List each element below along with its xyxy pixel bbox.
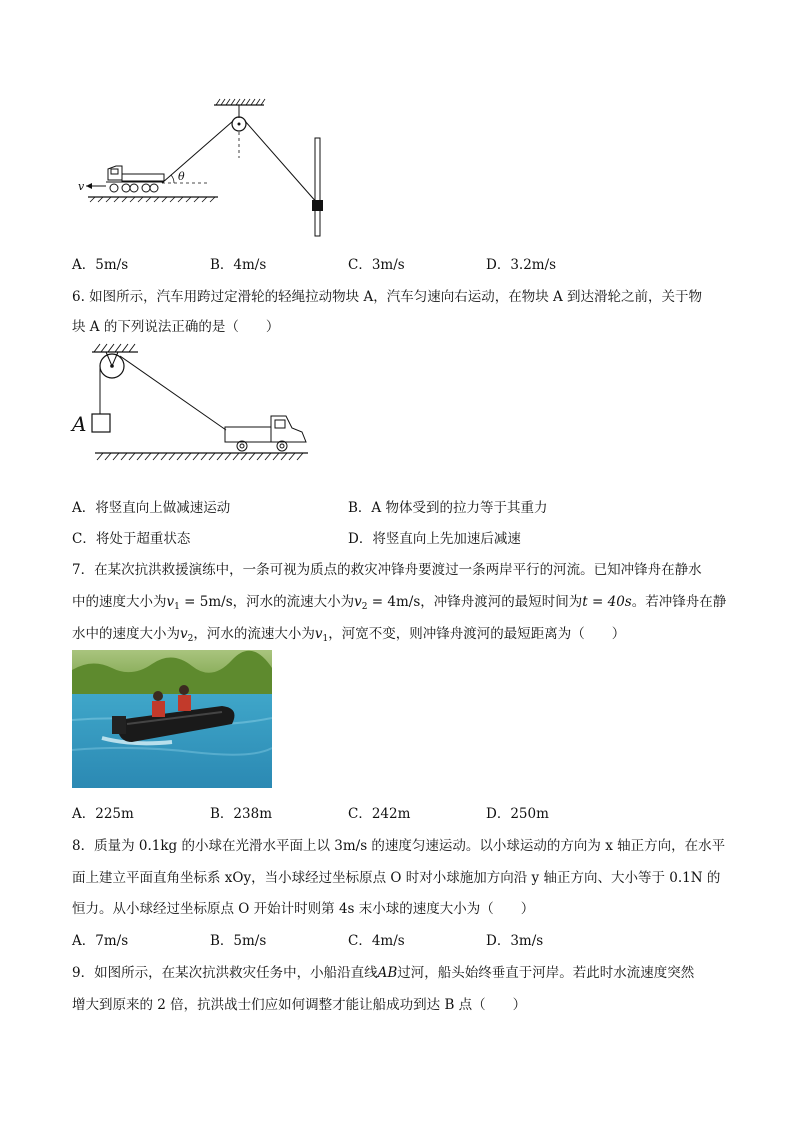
q9-stem-line-2: 增大到原来的 2 倍，抗洪战士们应如何调整才能让船成功到达 B 点（ ） — [72, 997, 527, 1013]
option-label: D． — [486, 933, 511, 949]
option-label: A． — [72, 933, 96, 949]
option-text: 5m/s — [95, 257, 129, 273]
q9-stem-line-1 — [72, 961, 694, 981]
text: 。若冲锋舟在静 — [631, 594, 727, 610]
option-text: 7m/s — [95, 933, 129, 949]
q7-option-d[interactable] — [486, 802, 549, 822]
option-label: C． — [348, 933, 372, 949]
subscript: 1 — [174, 602, 180, 612]
q6-option-c[interactable] — [72, 527, 190, 547]
option-text: 将处于超重状态 — [95, 531, 191, 547]
q5-option-b[interactable] — [210, 253, 266, 273]
option-label: B． — [348, 500, 372, 516]
var-ab: AB — [377, 965, 398, 981]
option-text: 4m/s — [371, 933, 405, 949]
q7-option-b[interactable] — [210, 802, 272, 822]
q8-option-c[interactable] — [348, 929, 405, 949]
q6-truck-pulley-figure — [70, 340, 320, 465]
option-label: A． — [72, 500, 96, 516]
option-text: 238m — [233, 806, 272, 822]
q7-boat-photo — [72, 650, 272, 788]
option-text: 225m — [95, 806, 134, 822]
text: 水中的速度大小为 — [72, 626, 180, 642]
option-label: D． — [486, 806, 511, 822]
var-v: v — [354, 594, 362, 610]
text: ，河宽不变，则冲锋舟渡河的最短距离为（ ） — [328, 626, 626, 642]
text: 中的速度大小为 — [72, 594, 167, 610]
var-v: v — [166, 594, 175, 610]
subscript: 2 — [361, 602, 368, 612]
option-text: 将竖直向上做减速运动 — [95, 500, 231, 516]
q8-option-b[interactable] — [210, 929, 266, 949]
option-text: 将竖直向上先加速后减速 — [372, 531, 521, 547]
option-text: 3.2m/s — [510, 257, 557, 273]
q7-stem-line-3 — [72, 622, 625, 644]
q7-option-c[interactable] — [348, 802, 410, 822]
option-text: 3m/s — [371, 257, 405, 273]
text: ，冲锋舟渡河的最短时间为 — [420, 594, 583, 610]
option-label: C． — [72, 531, 96, 547]
q7-option-a[interactable] — [72, 802, 134, 822]
option-label: D． — [486, 257, 511, 273]
option-label: B． — [210, 257, 234, 273]
var-v: v — [180, 626, 188, 642]
option-label: A． — [72, 806, 96, 822]
q5-option-a[interactable] — [72, 253, 128, 273]
q8-stem-line-3: 恒力。从小球经过坐标原点 O 开始计时则第 4s 末小球的速度大小为（ ） — [72, 901, 535, 917]
q8-stem-line-2: 面上建立平面直角坐标系 xOy，当小球经过坐标原点 O 时对小球施加方向沿 y 轴正方向、大小等于 0.1N 的 — [72, 870, 721, 886]
value: = 4m/s — [367, 594, 421, 610]
q6-stem-line-1: 6. 如图所示，汽车用跨过定滑轮的轻绳拉动物块 A，汽车匀速向右运动，在物块 A 到达滑轮之前，关于物 — [72, 289, 703, 305]
option-label: B． — [210, 933, 234, 949]
subscript: 1 — [322, 634, 329, 644]
q6-option-a[interactable] — [72, 496, 230, 516]
option-text: 4m/s — [233, 257, 267, 273]
option-label: D． — [348, 531, 373, 547]
option-text: A 物体受到的拉力等于其重力 — [371, 500, 548, 516]
option-text: 250m — [510, 806, 549, 822]
q5-option-d[interactable] — [486, 253, 556, 273]
text: 过河，船头始终垂直于河岸。若此时水流速度突然 — [397, 965, 695, 981]
option-text: 5m/s — [233, 933, 267, 949]
q5-theta-label: θ — [178, 170, 185, 183]
var-v: v — [314, 626, 323, 642]
q7-stem-line-1: 7．在某次抗洪救援演练中，一条可视为质点的救灾冲锋舟要渡过一条两岸平行的河流。已知冲锋舟在静水 — [72, 562, 702, 578]
subscript: 2 — [187, 634, 194, 644]
option-label: C． — [348, 806, 372, 822]
text: ，河水的流速大小为 — [232, 594, 355, 610]
option-text: 3m/s — [510, 933, 544, 949]
text: 9．如图所示，在某次抗洪救灾任务中，小船沿直线 — [72, 965, 378, 981]
option-label: A． — [72, 257, 96, 273]
q6-option-b[interactable] — [348, 496, 547, 516]
option-label: B． — [210, 806, 234, 822]
q6-option-d[interactable] — [348, 527, 521, 547]
q5-pulley-figure — [78, 96, 338, 242]
q6-stem-line-2: 块 A 的下列说法正确的是（ ） — [72, 319, 280, 335]
q8-option-a[interactable] — [72, 929, 128, 949]
value: = 5m/s — [179, 594, 233, 610]
var-t: t = 40s — [582, 594, 632, 610]
q8-option-d[interactable] — [486, 929, 543, 949]
option-label: C． — [348, 257, 372, 273]
option-text: 242m — [371, 806, 411, 822]
text: ，河水的流速大小为 — [193, 626, 315, 642]
q8-stem-line-1: 8．质量为 0.1kg 的小球在光滑水平面上以 3m/s 的速度匀速运动。以小球运动的方向为 x 轴正方向，在水平 — [72, 838, 726, 854]
q6-block-label: A — [72, 412, 87, 436]
q5-v-label: v — [78, 180, 85, 193]
q7-stem-line-2 — [72, 590, 726, 612]
q5-option-c[interactable] — [348, 253, 405, 273]
